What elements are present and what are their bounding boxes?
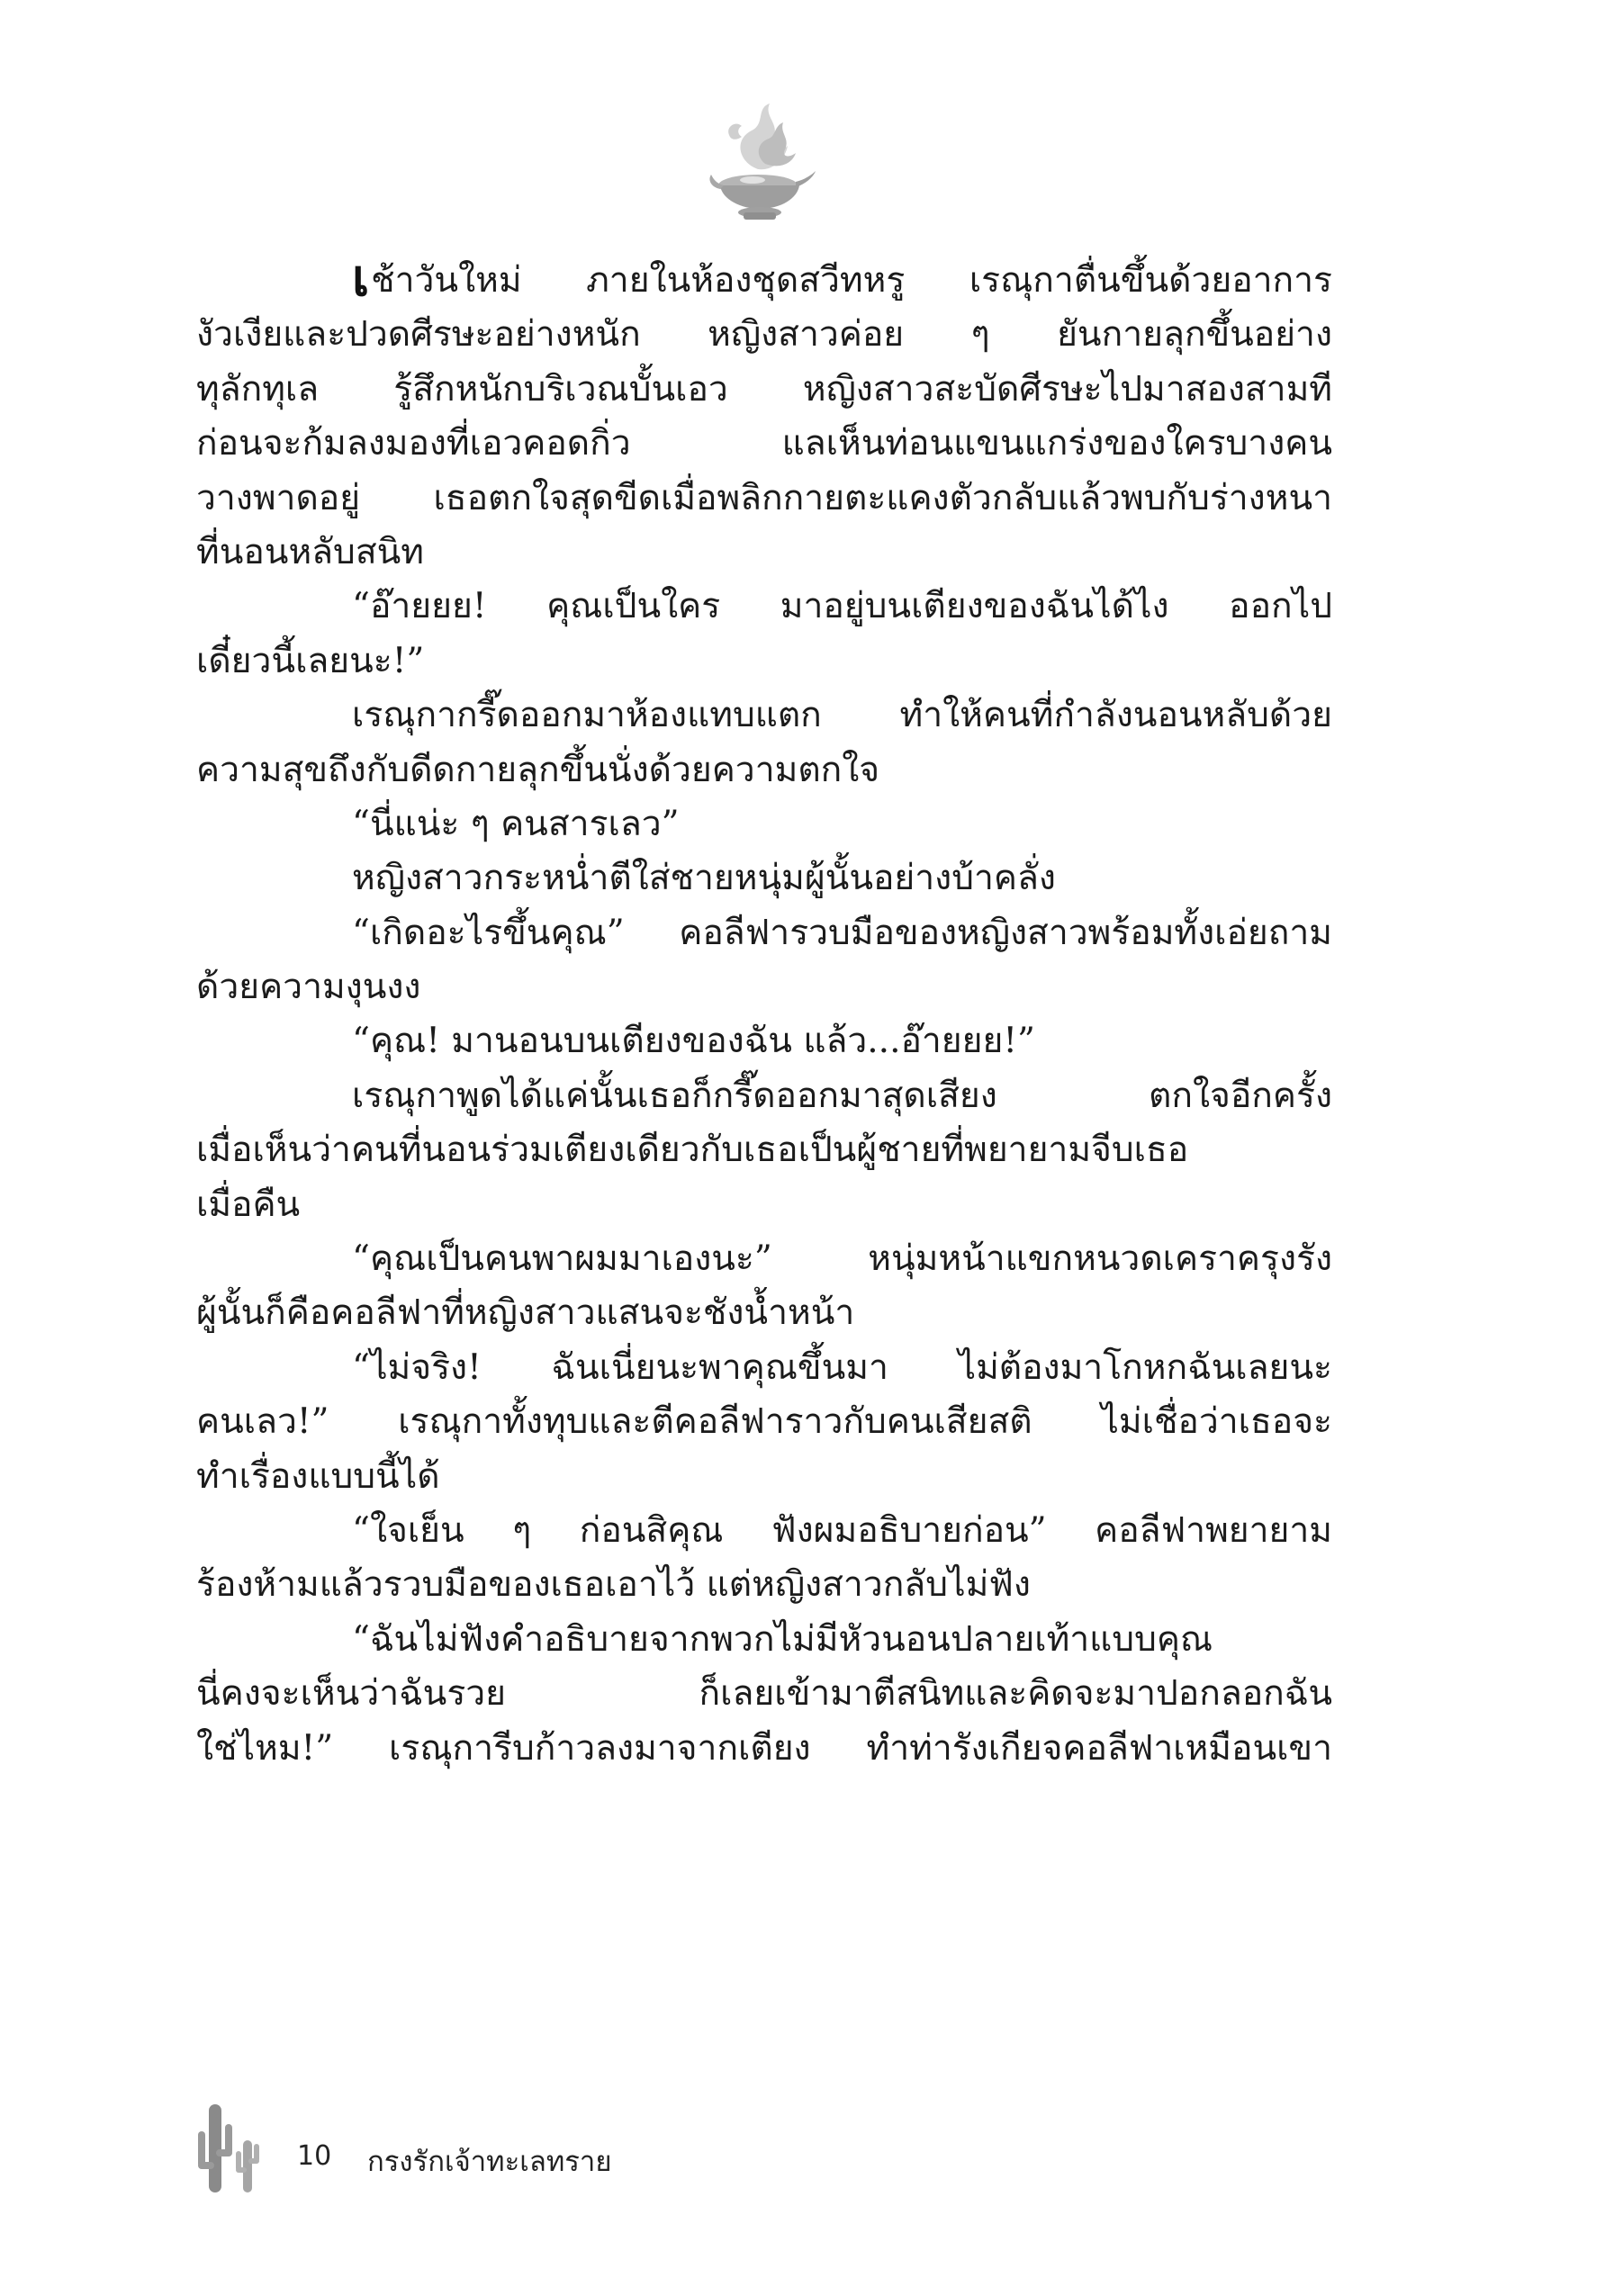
paragraph-line: ทำเรื่องแบบนี้ได้ — [196, 1455, 440, 1497]
paragraph-line: “ใจเย็น ๆ ก่อนสิคุณ ฟังผมอธิบายก่อน” คอลีฟาพยายาม — [352, 1509, 1332, 1551]
body-text — [196, 254, 1332, 1776]
paragraph-line: “ไม่จริง! ฉันเนี่ยนะพาคุณขึ้นมา ไม่ต้องมาโกหกฉันเลยนะ — [352, 1346, 1332, 1388]
book-title: กรงรักเจ้าทะเลทราย — [367, 2146, 612, 2178]
paragraph-line: วางพาดอยู่ เธอตกใจสุดขีดเมื่อพลิกกายตะแคงตัวกลับแล้วพบกับร่างหนา — [196, 477, 1332, 518]
paragraph-line: “อ๊ายยย! คุณเป็นใคร มาอยู่บนเตียงของฉันได้ไง ออกไป — [352, 586, 1332, 627]
paragraph-line: ความสุขถึงกับดีดกายลุกขึ้นนั่งด้วยความตกใจ — [196, 749, 880, 790]
paragraph-line: เมื่อคืน — [196, 1184, 301, 1225]
drop-cap: เ — [352, 254, 370, 308]
page-footer — [196, 2097, 826, 2196]
paragraph-line: “คุณ! มานอนบนเตียงของฉัน แล้ว...อ๊ายยย!” — [352, 1021, 1035, 1062]
paragraph-line: เดี๋ยวนี้เลยนะ!” — [196, 640, 425, 681]
paragraph-line: เรณุกาพูดได้แค่นั้นเธอก็กรี๊ดออกมาสุดเสียง ตกใจอีกครั้ง — [352, 1075, 1332, 1116]
paragraph-line: คนเลว!” เรณุกาทั้งทุบและตีคอลีฟาราวกับคนเสียสติ ไม่เชื่อว่าเธอจะ — [196, 1401, 1332, 1443]
paragraph-line: ทุลักทุเล รู้สึกหนักบริเวณบั้นเอว หญิงสาวสะบัดศีรษะไปมาสองสามที — [196, 368, 1332, 410]
paragraph-line: ร้องห้ามแล้วรวบมือของเธอเอาไว้ แต่หญิงสาวกลับไม่ฟัง — [196, 1564, 1031, 1606]
paragraph-line: ผู้นั้นก็คือคอลีฟาที่หญิงสาวแสนจะชังน้ำหน้า — [196, 1292, 855, 1334]
paragraph-line: ก่อนจะก้มลงมองที่เอวคอดกิ่ว แลเห็นท่อนแขนแกร่งของใครบางคน — [196, 423, 1332, 464]
paragraph-line: เช้าวันใหม่ ภายในห้องชุดสวีทหรู เรณุกาตื่นขึ้นด้วยอาการ — [352, 254, 1332, 308]
page-number: 10 — [297, 2140, 332, 2172]
paragraph-line: เรณุกากรี๊ดออกมาห้องแทบแตก ทำให้คนที่กำลังนอนหลับด้วย — [352, 695, 1332, 736]
paragraph-line: เมื่อเห็นว่าคนที่นอนร่วมเตียงเดียวกับเธอเป็นผู้ชายที่พยายามจีบเธอ — [196, 1130, 1189, 1171]
paragraph-line: หญิงสาวกระหน่ำตีใส่ชายหนุ่มผู้นั้นอย่างบ้าคลั่ง — [352, 858, 1056, 899]
paragraph-line: “นี่แน่ะ ๆ คนสารเลว” — [352, 803, 680, 844]
cactus-icon — [196, 2097, 268, 2196]
magic-lamp-icon — [702, 99, 819, 225]
paragraph-line: “เกิดอะไรขึ้นคุณ” คอลีฟารวบมือของหญิงสาวพร้อมทั้งเอ่ยถาม — [352, 912, 1332, 953]
paragraph-line: นี่คงจะเห็นว่าฉันรวย ก็เลยเข้ามาตีสนิทและคิดจะมาปอกลอกฉัน — [196, 1673, 1332, 1715]
paragraph-line: ใช่ไหม!” เรณุการีบก้าวลงมาจากเตียง ทำท่ารังเกียจคอลีฟาเหมือนเขา — [196, 1727, 1332, 1769]
paragraph-line: ด้วยความงุนงง — [196, 967, 421, 1008]
paragraph-line: ที่นอนหลับสนิท — [196, 531, 424, 572]
paragraph-line: งัวเงียและปวดศีรษะอย่างหนัก หญิงสาวค่อย ๆ ยันกายลุกขึ้นอย่าง — [196, 314, 1332, 356]
paragraph-line: “คุณเป็นคนพาผมมาเองนะ” หนุ่มหน้าแขกหนวดเคราครุงรัง — [352, 1238, 1332, 1280]
paragraph-line: “ฉันไม่ฟังคำอธิบายจากพวกไม่มีหัวนอนปลายเท้าแบบคุณ — [352, 1618, 1213, 1660]
